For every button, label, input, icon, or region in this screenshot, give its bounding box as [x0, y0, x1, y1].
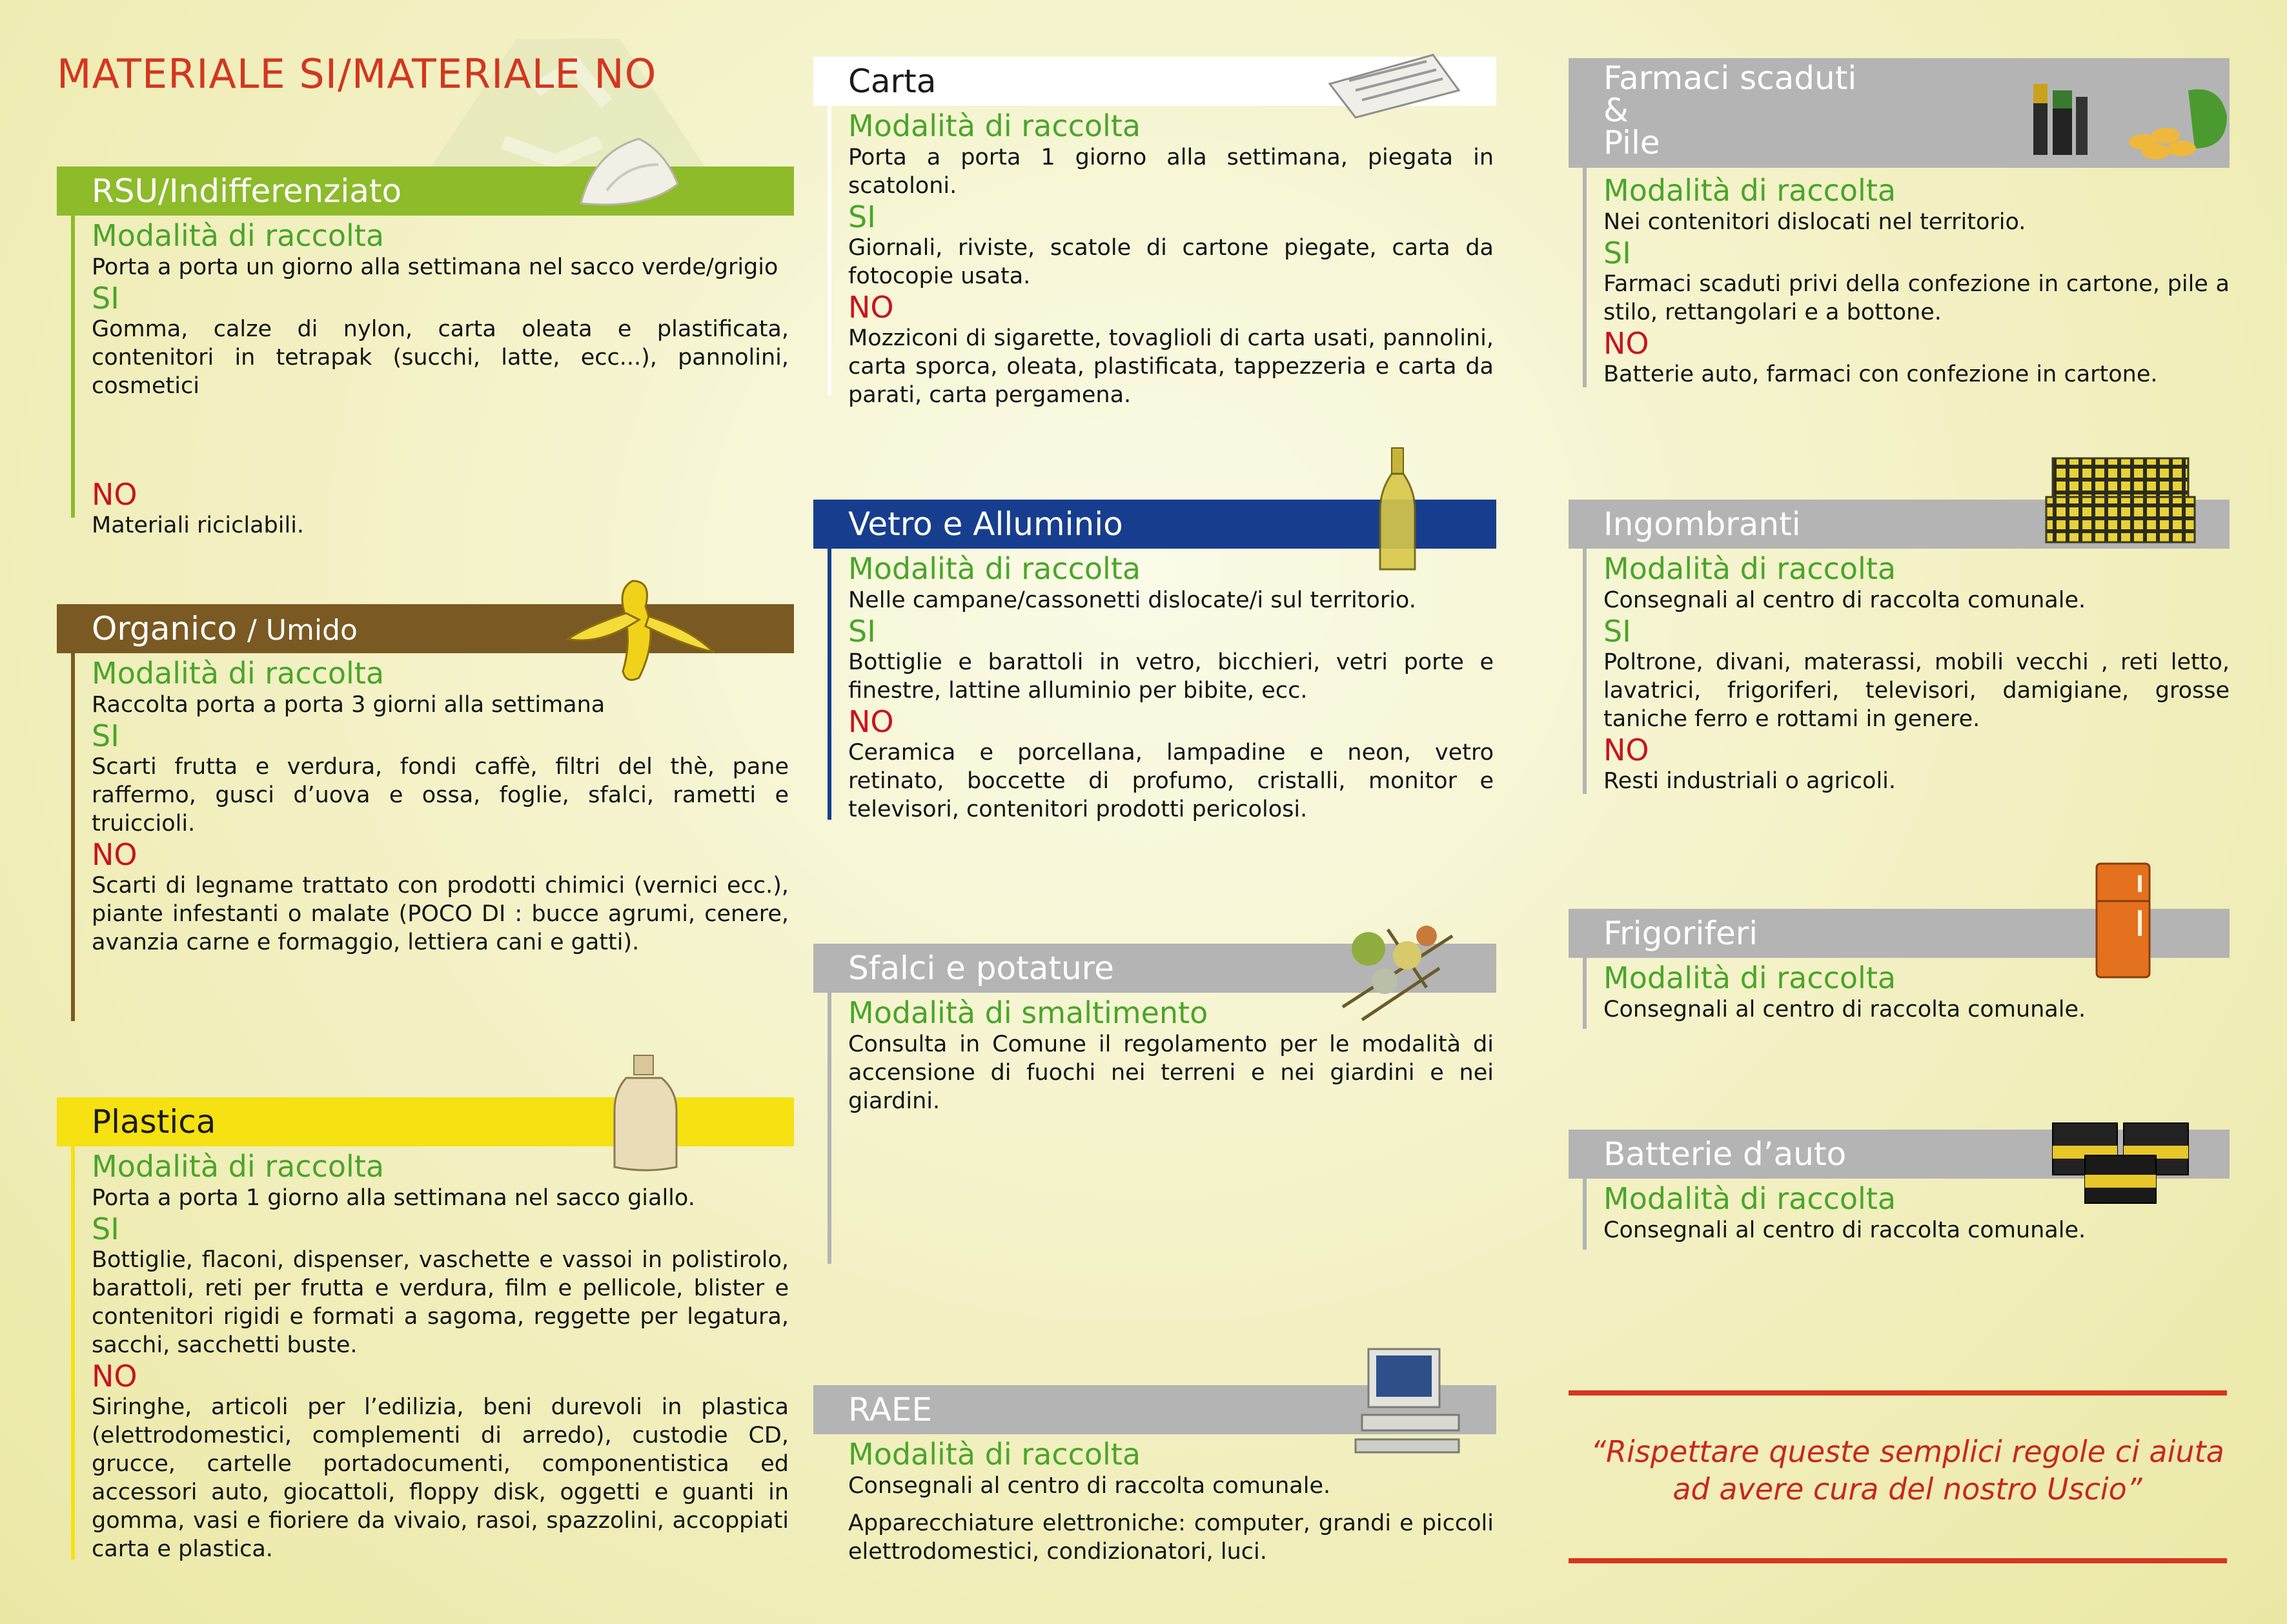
vetro-body [848, 551, 1494, 824]
ingombranti-mod-text: Consegnali al centro di raccolta comunale. [1603, 587, 2086, 613]
vetro-no-label: NO [848, 704, 894, 739]
farmaci-mod-label: Modalità di raccolta [1603, 173, 1896, 208]
carta-body [848, 108, 1494, 409]
ingombranti-no-label: NO [1603, 733, 1649, 767]
plastica-title: Plastica [92, 1103, 216, 1141]
rsu-no-label: NO [92, 477, 137, 512]
plastica-body [92, 1149, 789, 1563]
organico-no-text: Scarti di legname trattato con prodotti chimici (vernici ecc.), piante infestanti o malate (POCO DI : bucce agrumi, cenere, avanzia carne e formaggio, lettiera cani e gatti). [92, 873, 789, 955]
batteries-pills-icon [2027, 71, 2233, 161]
banana-peel-icon [562, 568, 723, 691]
batterie-mod-text: Consegnali al centro di raccolta comunale. [1603, 1217, 2086, 1243]
farmaci-body [1603, 173, 2230, 389]
frigoriferi-title: Frigoriferi [1603, 915, 1758, 952]
carta-title: Carta [848, 63, 937, 100]
rsu-title: RSU/Indifferenziato [92, 172, 402, 210]
eggshell-icon [568, 126, 697, 223]
farmaci-no-text: Batterie auto, farmaci con confezione in cartone. [1603, 361, 2158, 387]
vetro-si-label: SI [848, 614, 876, 649]
section-plastica [57, 1097, 799, 1575]
organico-rule [71, 653, 75, 1021]
batterie-mod-label: Modalità di raccolta [1603, 1181, 1896, 1216]
plastica-rule [71, 1146, 75, 1559]
fridge-icon [2091, 858, 2156, 981]
organico-si-label: SI [92, 718, 119, 753]
computer-icon [1349, 1343, 1472, 1465]
carta-mod-label: Modalità di raccolta [848, 108, 1141, 143]
sfalci-rule [828, 993, 831, 1264]
flowers-icon [1323, 910, 1472, 1026]
batterie-title: Batterie d’auto [1603, 1135, 1847, 1173]
farmaci-no-label: NO [1603, 326, 1649, 361]
quote-top-rule [1569, 1390, 2227, 1396]
organico-mod-label: Modalità di raccolta [92, 656, 385, 691]
carta-no-text: Mozziconi di sigarette, tovaglioli di carta usati, pannolini, carta sporca, oleata, plastificata, tappezzeria e carta da parati, carta pergamena. [848, 325, 1494, 408]
organico-si-text: Scarti frutta e verdura, fondi caffè, filtri del thè, pane raffermo, gusci d’uova e ossa, foglie, sfalci, rametti e truiccioli. [92, 754, 789, 837]
vetro-si-text: Bottiglie e barattoli in vetro, bicchieri, vetri porte e finestre, lattine alluminio per bibite, ecc. [848, 649, 1494, 704]
raee-mod-text: Consegnali al centro di raccolta comunale. [848, 1473, 1331, 1499]
plastica-mod-text: Porta a porta 1 giorno alla settimana nel sacco giallo. [92, 1185, 695, 1211]
carta-rule [828, 106, 831, 395]
carta-no-label: NO [848, 290, 894, 325]
page-title: MATERIALE SI/MATERIALE NO [57, 50, 657, 97]
ingombranti-si-text: Poltrone, divani, materassi, mobili vecchi , reti letto, lavatrici, frigoriferi, televisori, damigiane, grosse taniche ferro e rottami in genere. [1603, 649, 2230, 732]
car-battery-icon [2046, 1110, 2201, 1207]
frigoriferi-mod-label: Modalità di raccolta [1603, 960, 1896, 995]
carta-si-label: SI [848, 199, 876, 234]
plastica-si-text: Bottiglie, flaconi, dispenser, vaschette e vassoi in polistirolo, barattoli, reti per frutta e verdura, film e pellicole, blister e contenitori rigidi e formati a sagoma, reggette per legatura, sacchi, sacchetti buste. [92, 1247, 789, 1358]
organico-subtitle: / Umido [247, 614, 358, 647]
farmaci-title-1: Farmaci scaduti [1603, 59, 1857, 97]
vetro-rule [828, 549, 831, 820]
quote-bottom-rule [1569, 1558, 2227, 1563]
plastica-no-label: NO [92, 1359, 137, 1394]
sfalci-mod-label: Modalità di smaltimento [848, 995, 1208, 1030]
farmaci-mod-text: Nei contenitori dislocati nel territorio. [1603, 209, 2026, 235]
ingombranti-mod-label: Modalità di raccolta [1603, 551, 1896, 586]
ingombranti-rule [1583, 549, 1587, 794]
frigoriferi-mod-text: Consegnali al centro di raccolta comunale. [1603, 997, 2086, 1022]
rsu-no-text: Materiali riciclabili. [92, 513, 305, 538]
rsu-mod-label: Modalità di raccolta [92, 218, 385, 253]
organico-body [92, 656, 789, 957]
farmaci-title-3: Pile [1603, 124, 1660, 161]
vetro-mod-text: Nelle campane/cassonetti dislocate/i sul territorio. [848, 587, 1416, 613]
ingombranti-no-text: Resti industriali o agricoli. [1603, 768, 1896, 794]
organico-mod-text: Raccolta porta a porta 3 giorni alla settimana [92, 692, 605, 718]
plastica-si-label: SI [92, 1212, 119, 1246]
vetro-mod-label: Modalità di raccolta [848, 551, 1141, 586]
plastic-bottle-icon [607, 1052, 684, 1175]
batterie-rule [1583, 1179, 1587, 1250]
ingombranti-si-label: SI [1603, 614, 1631, 649]
sofa-icon [2040, 452, 2201, 562]
organico-no-label: NO [92, 837, 137, 872]
farmaci-rule [1583, 168, 1587, 387]
rsu-mod-text: Porta a porta un giorno alla settimana nel sacco verde/grigio [92, 254, 778, 280]
closing-quote: “Rispettare queste semplici regole ci aiuta ad avere cura del nostro Uscio” [1591, 1434, 2224, 1507]
carta-mod-text: Porta a porta 1 giorno alla settimana, piegata in scatoloni. [848, 145, 1494, 199]
organico-title: Organico [92, 610, 238, 647]
plastica-mod-label: Modalità di raccolta [92, 1149, 385, 1184]
vetro-title: Vetro e Alluminio [848, 505, 1123, 543]
vetro-no-text: Ceramica e porcellana, lampadine e neon, vetro retinato, boccette di profumo, cristalli, monitor e televisori, contenitori prodotti pericolosi. [848, 740, 1494, 822]
carta-si-text: Giornali, riviste, scatole di cartone piegate, carta da fotocopie usata. [848, 235, 1494, 289]
frigoriferi-rule [1583, 958, 1587, 1029]
farmaci-si-text: Farmaci scaduti privi della confezione in cartone, pile a stilo, rettangolari e a bottone. [1603, 271, 2230, 325]
sfalci-mod-text: Consulta in Comune il regolamento per le modalità di accensione di fuochi nei terreni e nei giardini e nei giardini. [848, 1031, 1494, 1114]
rsu-rule [71, 216, 75, 518]
rsu-si-text: Gomma, calze di nylon, carta oleata e plastificata, contenitori in tetrapak (succhi, latte, ecc...), pannolini, cosmetici [92, 316, 789, 399]
farmaci-si-label: SI [1603, 236, 1631, 270]
raee-mod-label: Modalità di raccolta [848, 1437, 1141, 1472]
plastica-no-text: Siringhe, articoli per l’edilizia, beni durevoli in plastica (elettrodomestici, complementi di arredo), custodie CD, grucce, cartelle portadocumenti, componentistica ed accessori auto, giocattoli, floppy disk, oggetti e guanti in gomma, vasi e fioriere da vivaio, rasoi, spazzolini, accoppiati carta e plastica. [92, 1394, 789, 1562]
raee-extra-text: Apparecchiature elettroniche: computer, grandi e piccoli elettrodomestici, condizionatori, luci. [848, 1510, 1494, 1565]
newspaper-icon [1323, 45, 1465, 123]
glass-bottle-icon [1375, 445, 1420, 574]
ingombranti-body [1603, 551, 2230, 795]
raee-title: RAEE [848, 1391, 933, 1428]
rsu-si-label: SI [92, 281, 119, 316]
sfalci-title: Sfalci e potature [848, 949, 1114, 987]
rsu-body [92, 218, 789, 540]
farmaci-title-2: & [1603, 92, 1629, 129]
ingombranti-title: Ingombranti [1603, 505, 1801, 543]
